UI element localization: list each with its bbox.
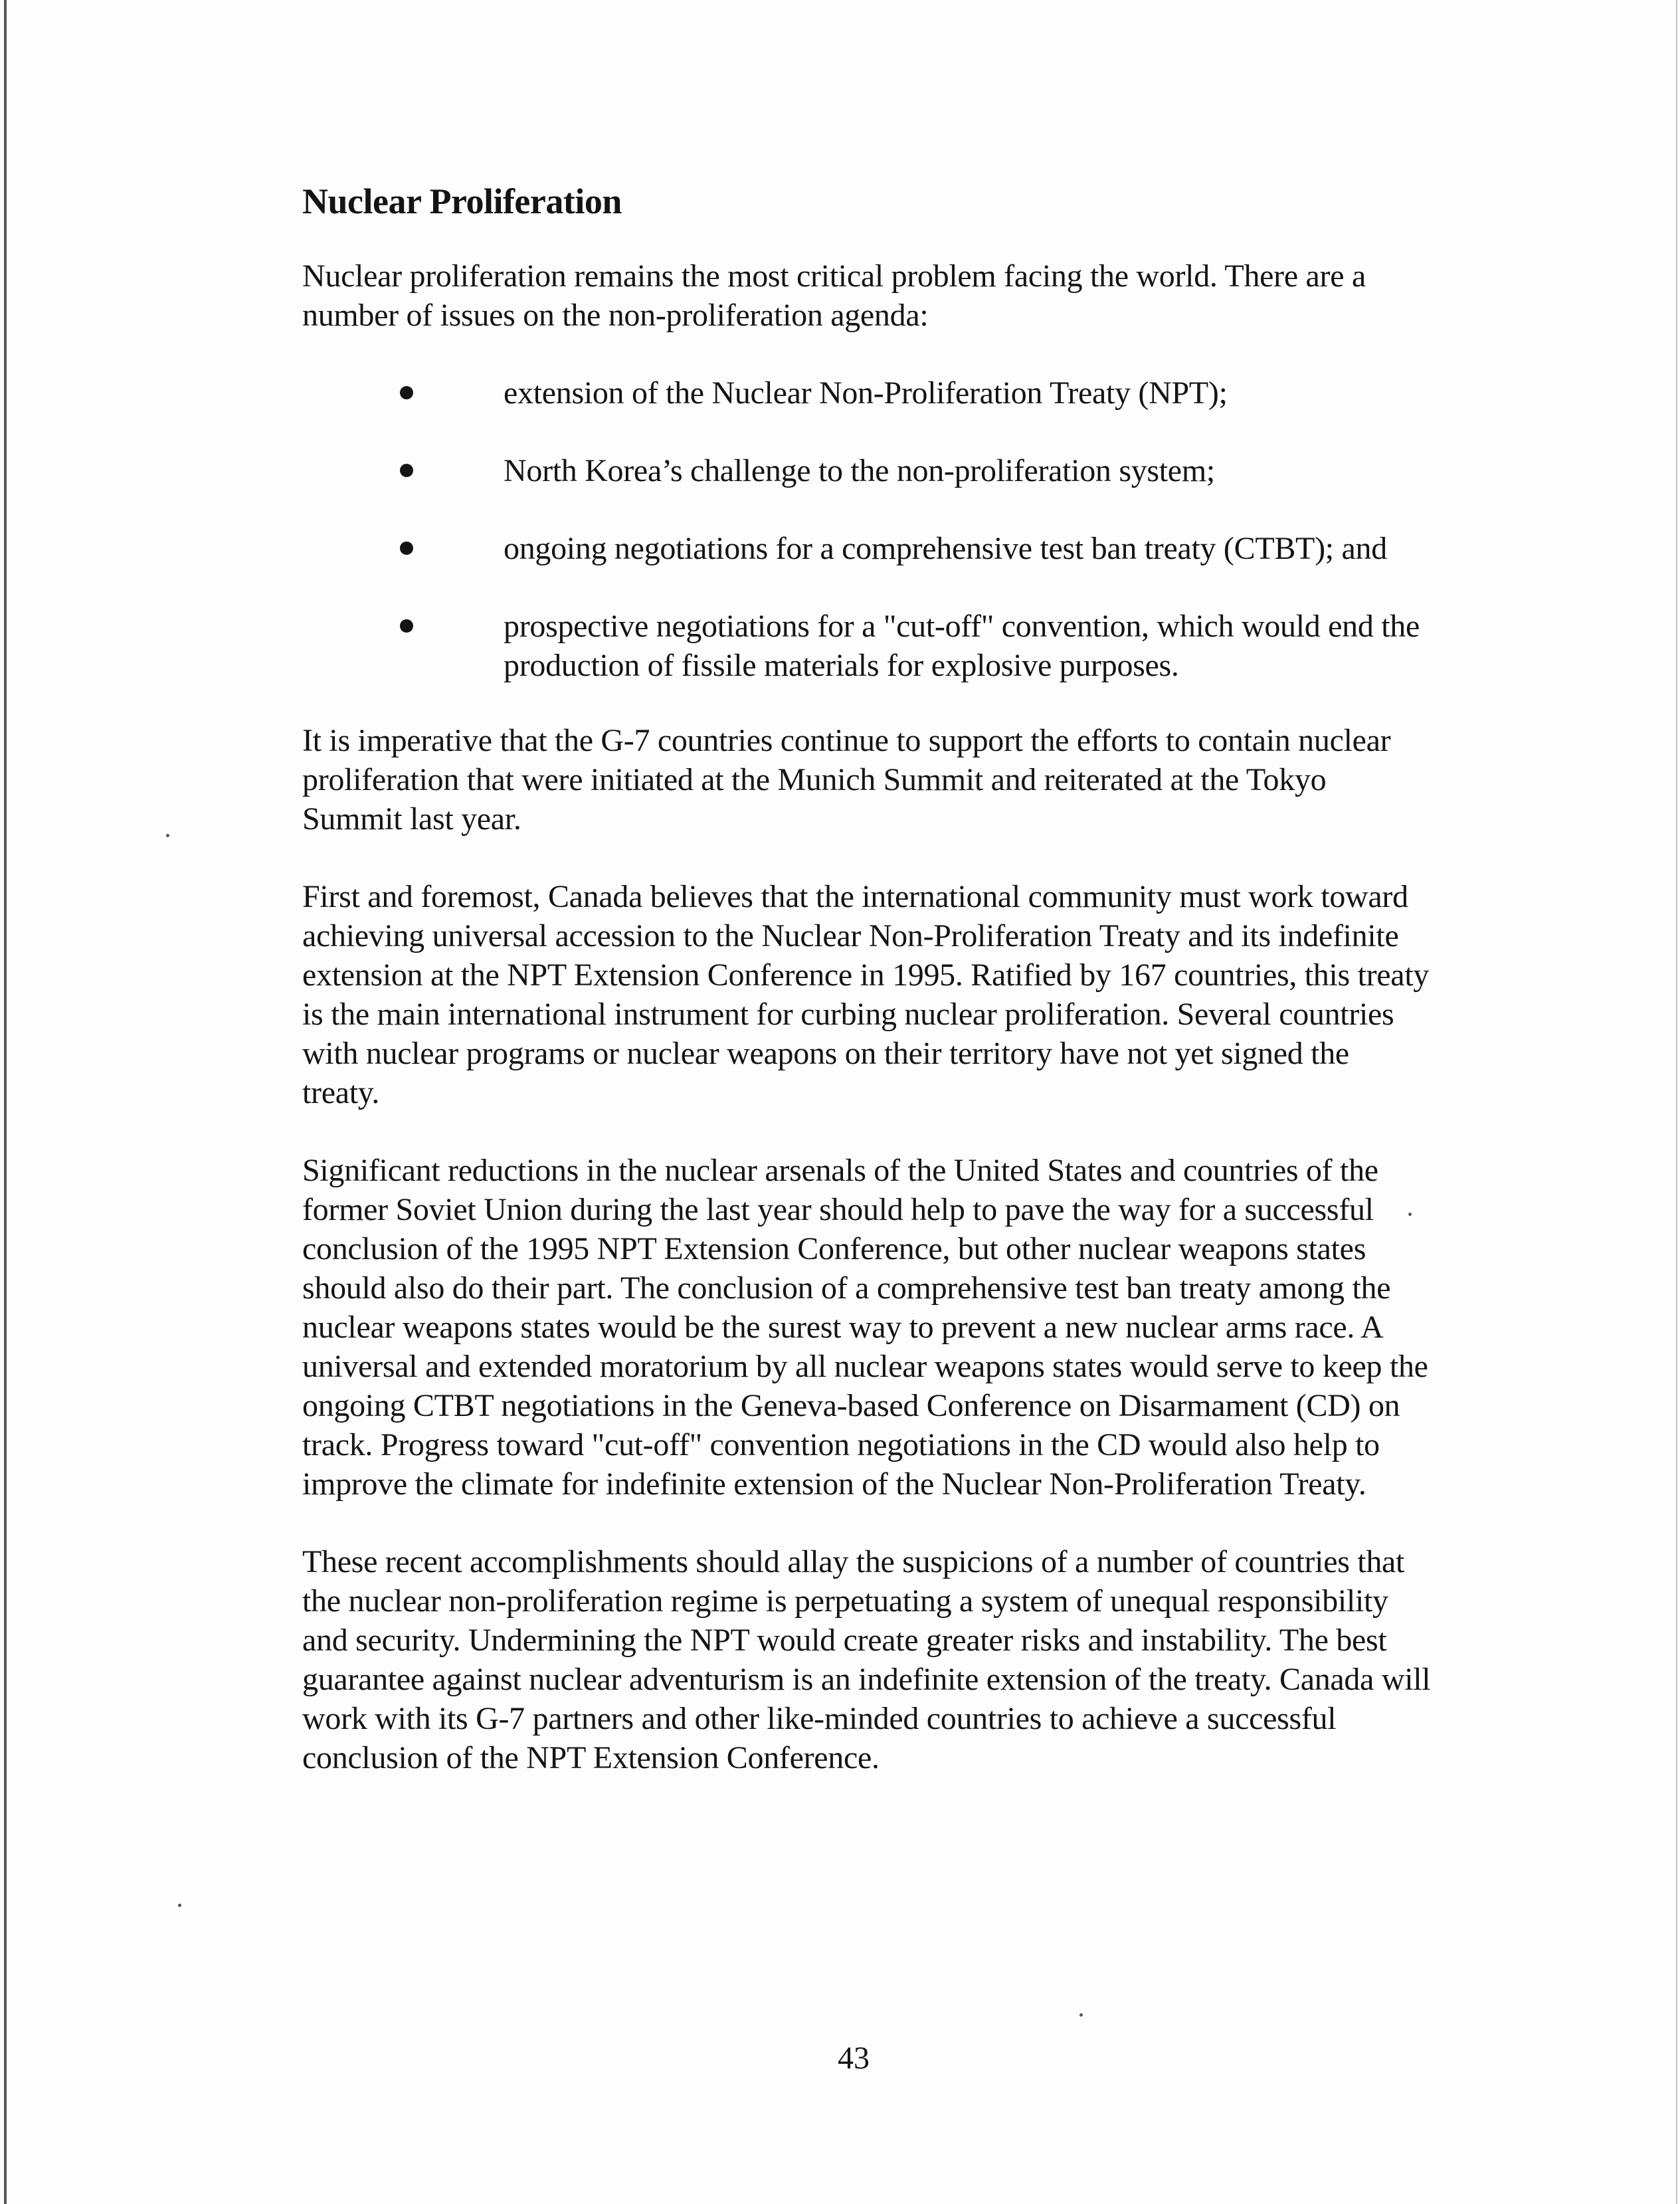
list-item-text: prospective negotiations for a "cut-off" convention, which would end the production of fissile materials for explosive purposes. xyxy=(504,609,1420,683)
intro-paragraph: Nuclear proliferation remains the most critical problem facing the world. There are a number of issues on the non-proliferation agenda: xyxy=(302,258,1366,333)
scan-right-edge xyxy=(1676,0,1677,2204)
body-paragraph: It is imperative that the G-7 countries continue to support the efforts to contain nuclear proliferation that were initiated at the Munich Summit and reiterated at the Tokyo Summit last year. xyxy=(302,723,1391,837)
list-item-text: extension of the Nuclear Non-Proliferation Treaty (NPT); xyxy=(504,375,1228,411)
list-item-text: North Korea’s challenge to the non-proliferation system; xyxy=(504,453,1215,488)
body-paragraph: First and foremost, Canada believes that the international community must work toward achieving universal accession to the Nuclear Non-Proliferation Treaty and its indefinite extension at the NPT Extension Conference in 1995. Ratified by 167 countries, this treaty is the main international instrument for curbing nuclear proliferation. Several countries with nuclear programs or nuclear weapons on their territory have not yet signed the treaty. xyxy=(302,879,1430,1110)
body-paragraph: These recent accomplishments should allay the suspicions of a number of countries that the nuclear non-proliferation regime is perpetuating a system of unequal responsibility and security. Undermining the NPT would create greater risks and instability. The best guarantee against nuclear adventurism is an indefinite extension of the treaty. Canada will work with its G-7 partners and other like-minded countries to achieve a successful conclusion of the NPT Extension Conference. xyxy=(302,1544,1431,1775)
list-item-text: ongoing negotiations for a comprehensive test ban treaty (CTBT); and xyxy=(504,531,1387,566)
page-number: 43 xyxy=(838,2041,870,2076)
bullet-icon xyxy=(400,386,413,399)
scan-speck xyxy=(1408,1213,1412,1216)
section-heading: Nuclear Proliferation xyxy=(302,181,622,221)
bullet-icon xyxy=(400,542,413,555)
list-item xyxy=(302,529,1432,568)
list-item xyxy=(302,373,1432,413)
list-item xyxy=(302,607,1432,685)
scan-speck xyxy=(178,1904,181,1907)
scan-speck xyxy=(1079,2013,1083,2017)
issues-list xyxy=(302,373,1432,685)
scan-speck xyxy=(166,834,169,837)
bullet-icon xyxy=(400,619,413,633)
scan-left-edge xyxy=(4,0,7,2204)
body-paragraph: Significant reductions in the nuclear arsenals of the United States and countries of the former Soviet Union during the last year should help to pave the way for a successful conclusion of the 1995 NPT Extension Conference, but other nuclear weapons states should also do their part. The conclusion of a comprehensive test ban treaty among the nuclear weapons states would be the surest way to prevent a new nuclear arms race. A universal and extended moratorium by all nuclear weapons states would serve to keep the ongoing CTBT negotiations in the Geneva-based Conference on Disarmament (CD) on track. Progress toward "cut-off" convention negotiations in the CD would also help to improve the climate for indefinite extension of the Nuclear Non-Proliferation Treaty. xyxy=(302,1153,1428,1502)
bullet-icon xyxy=(400,464,413,477)
list-item xyxy=(302,451,1432,490)
document-body xyxy=(302,179,1432,1816)
